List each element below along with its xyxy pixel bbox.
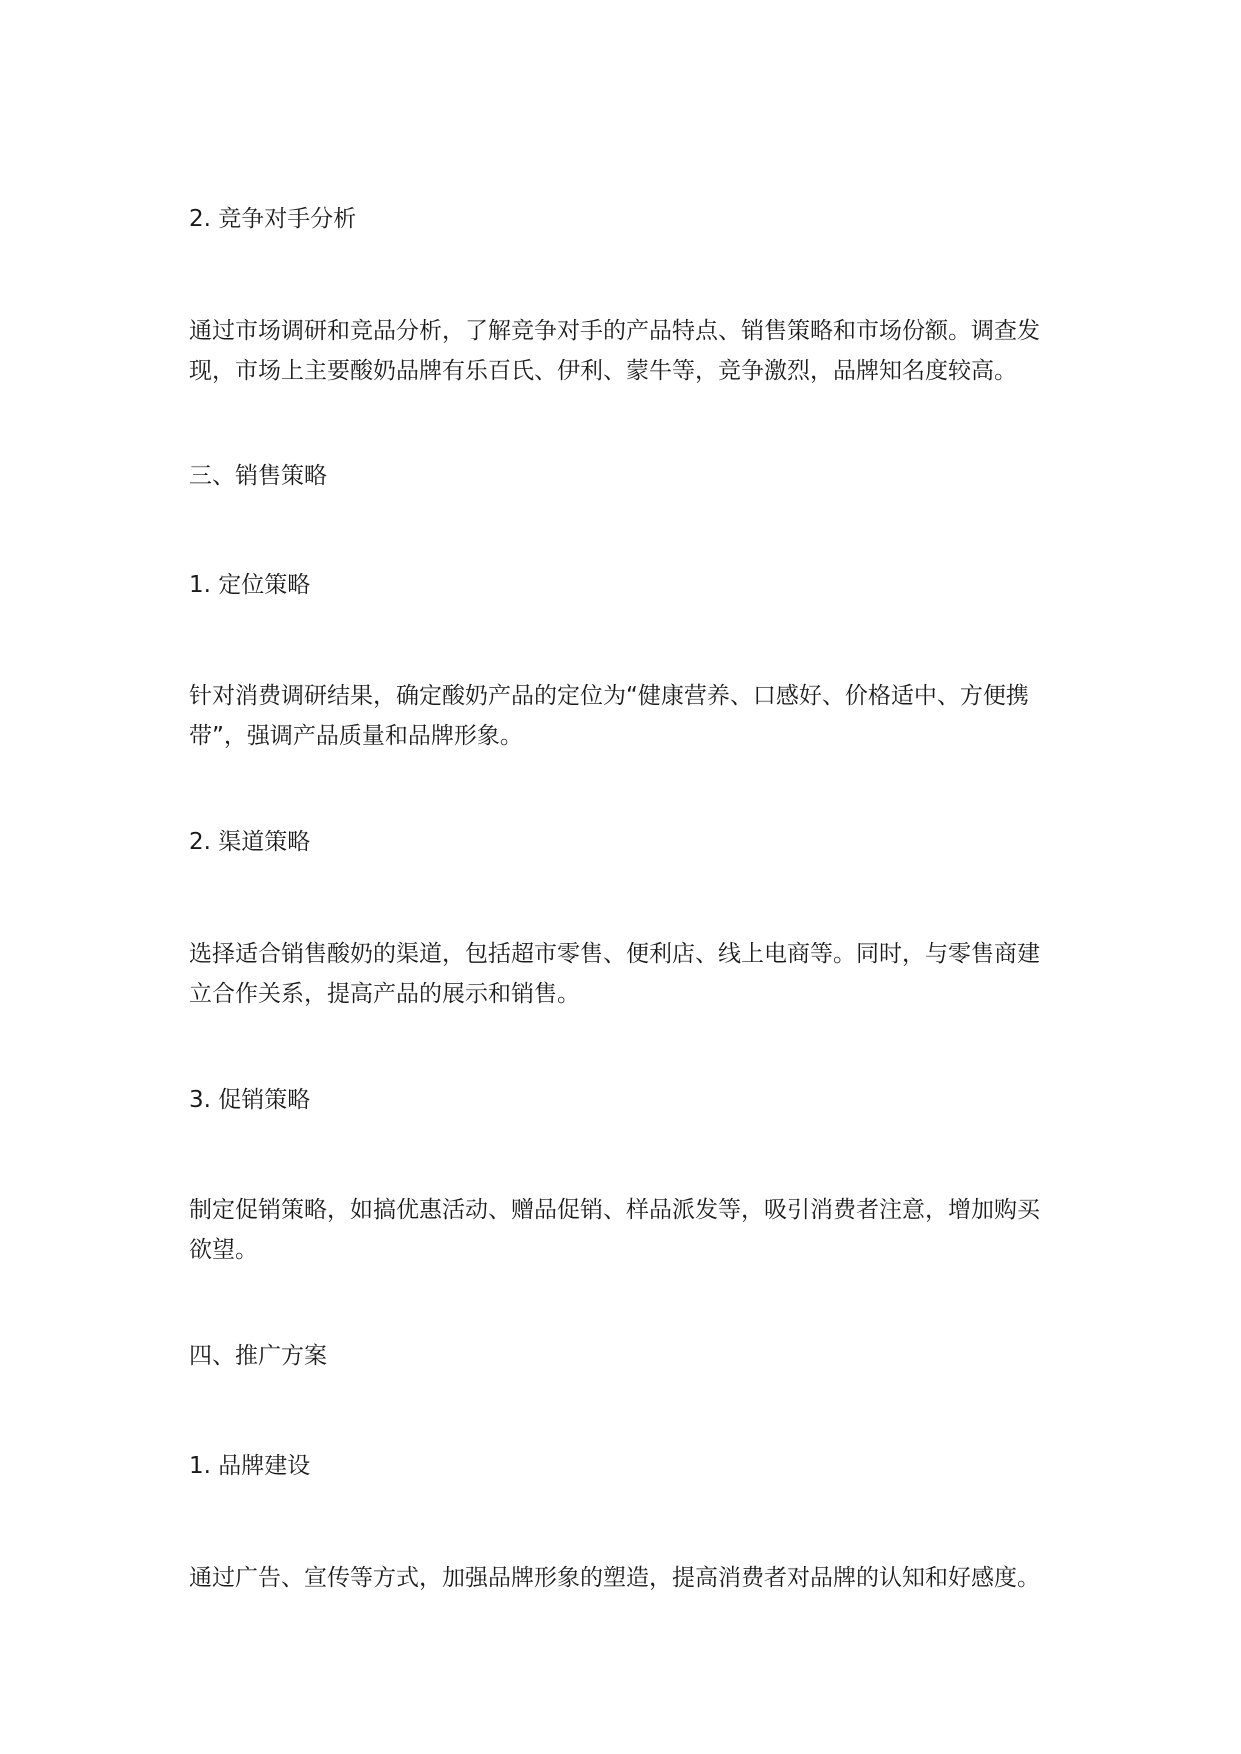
paragraph-line: 制定促销策略，如搞优惠活动、赠品促销、样品派发等，吸引消费者注意，增加购买 bbox=[189, 1197, 1040, 1223]
paragraph-promotion-strategy bbox=[189, 1190, 1049, 1270]
paragraph-brand-building bbox=[189, 1558, 1049, 1598]
heading-brand-building: 1. 品牌建设 bbox=[189, 1453, 311, 1479]
paragraph-channel-strategy bbox=[189, 934, 1049, 1014]
paragraph-competitor-analysis bbox=[189, 311, 1049, 391]
paragraph-positioning-strategy bbox=[189, 676, 1049, 756]
heading-competitor-analysis: 2. 竞争对手分析 bbox=[189, 206, 357, 232]
paragraph-line: 立合作关系，提高产品的展示和销售。 bbox=[189, 981, 580, 1007]
paragraph-line: 通过市场调研和竞品分析，了解竞争对手的产品特点、销售策略和市场份额。调查发 bbox=[189, 318, 1040, 344]
heading-channel-strategy: 2. 渠道策略 bbox=[189, 829, 311, 855]
paragraph-line: 针对消费调研结果，确定酸奶产品的定位为“健康营养、口感好、价格适中、方便携 bbox=[189, 683, 1029, 709]
paragraph-line: 现，市场上主要酸奶品牌有乐百氏、伊利、蒙牛等，竞争激烈，品牌知名度较高。 bbox=[189, 358, 1017, 384]
heading-promotion-plan: 四、推广方案 bbox=[189, 1343, 327, 1369]
paragraph-line: 选择适合销售酸奶的渠道，包括超市零售、便利店、线上电商等。同时，与零售商建 bbox=[189, 941, 1040, 967]
paragraph-line: 通过广告、宣传等方式，加强品牌形象的塑造，提高消费者对品牌的认知和好感度。 bbox=[189, 1565, 1040, 1591]
paragraph-line: 带”，强调产品质量和品牌形象。 bbox=[189, 723, 523, 749]
heading-positioning-strategy: 1. 定位策略 bbox=[189, 572, 311, 598]
heading-sales-strategy: 三、销售策略 bbox=[189, 463, 327, 489]
heading-promotion-strategy: 3. 促销策略 bbox=[189, 1087, 311, 1113]
paragraph-line: 欲望。 bbox=[189, 1237, 258, 1263]
